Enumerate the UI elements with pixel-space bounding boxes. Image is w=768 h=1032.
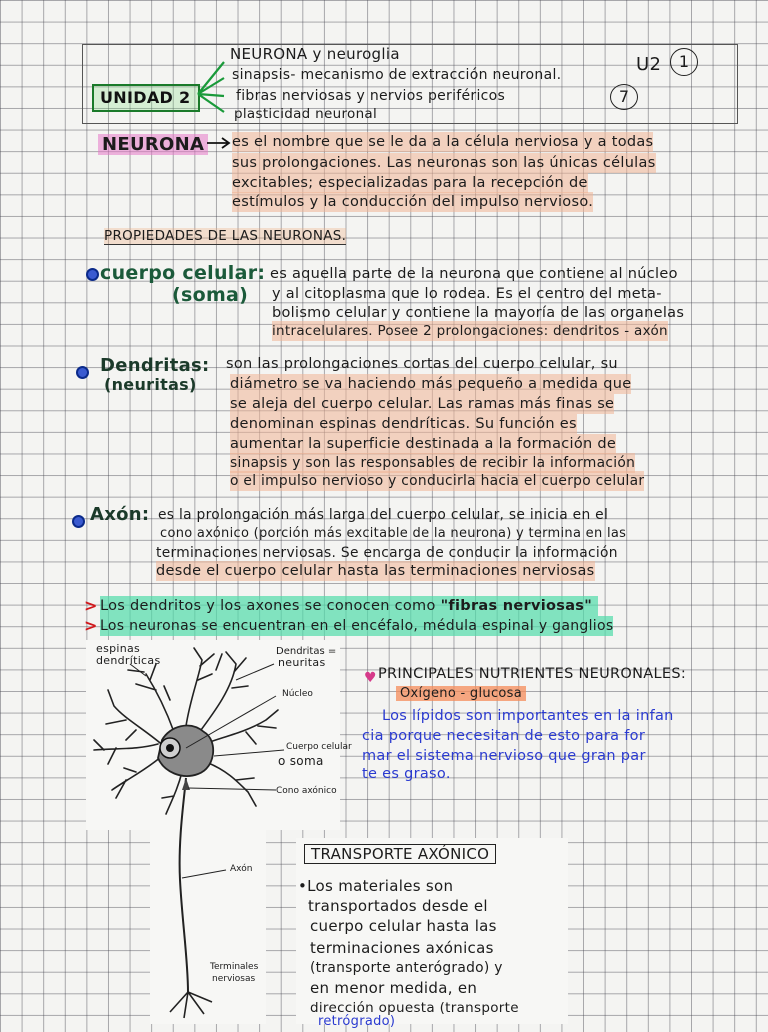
cuerpo-term: cuerpo celular: — [100, 262, 266, 284]
score-circle — [610, 84, 638, 110]
transporte-line-6: en menor medida, en — [310, 979, 478, 997]
topic-2: sinapsis- mecanismo de extracción neuronal. — [232, 67, 562, 83]
cuerpo-line-3: bolismo celular y contiene la mayoría de las organelas — [272, 305, 685, 321]
dendritas-line-5: aumentar la superficie destinada a la formación de — [230, 436, 617, 452]
unit-label-box — [92, 84, 200, 112]
dendritas-line-1: son las prolongaciones cortas del cuerpo celular, su — [226, 356, 618, 372]
highlight-1-emphasis: "fibras nerviosas" — [440, 598, 593, 614]
bullet-dot-icon — [72, 515, 85, 528]
dendritas-line-6: sinapsis y son las responsables de recibir la información — [230, 455, 636, 471]
label-nucleo: Núcleo — [282, 689, 313, 699]
cuerpo-line-2: y al citoplasma que lo rodea. Es el centro del meta- — [272, 286, 662, 302]
cuerpo-line-1: es aquella parte de la neurona que contiene al núcleo — [270, 266, 678, 282]
bullet-dot-icon — [86, 268, 99, 281]
label-cono: Cono axónico — [276, 786, 337, 796]
transporte-line-4: terminaciones axónicas — [310, 939, 494, 957]
neurona-line-4: estímulos y la conducción del impulso nervioso. — [232, 194, 594, 210]
bracket-arrows-icon — [196, 56, 228, 116]
label-axon: Axón — [230, 864, 253, 874]
unit-code: U2 — [636, 54, 662, 75]
neurona-line-1: es el nombre que se le da a la célula nerviosa y a todas — [232, 134, 654, 150]
nutrientes-line-3: mar el sistema nervioso que gran par — [362, 748, 646, 764]
unit-label: UNIDAD 2 — [100, 88, 191, 107]
transporte-line-8: retrógrado) — [318, 1014, 396, 1029]
transporte-title: TRANSPORTE AXÓNICO — [304, 844, 496, 864]
axon-term: Axón: — [90, 504, 150, 525]
dendritas-line-2: diámetro se va haciendo más pequeño a medida que — [230, 376, 632, 392]
axon-line-4: desde el cuerpo celular hasta las terminaciones nerviosas — [156, 563, 595, 579]
label-espinas: espinas — [96, 642, 141, 655]
topic-3: fibras nerviosas y nervios periféricos — [236, 88, 506, 104]
arrow-right-icon — [206, 136, 232, 150]
neurona-line-3: excitables; especializadas para la recepción de — [232, 175, 588, 191]
axon-line-1: es la prolongación más larga del cuerpo celular, se inicia en el — [158, 507, 609, 523]
dendritas-line-3: se aleja del cuerpo celular. Las ramas más finas se — [230, 396, 615, 412]
axon-line-3: terminaciones nerviosas. Se encarga de conducir la información — [156, 545, 618, 561]
neurona-title: NEURONA — [98, 134, 208, 155]
dendritas-line-7: o el impulso nervioso y conducirla hacia el cuerpo celular — [230, 473, 645, 489]
nutrientes-line-4: te es graso. — [362, 766, 451, 782]
label-dendriticas: dendríticas — [96, 654, 161, 667]
label-nerviosas: nerviosas — [212, 974, 256, 984]
bullet-dot-icon — [76, 366, 89, 379]
cuerpo-line-4: intracelulares. Posee 2 prolongaciones: dendritos - axón — [272, 323, 668, 339]
nutrientes-title: PRINCIPALES NUTRIENTES NEURONALES: — [378, 666, 687, 682]
cuerpo-subterm: (soma) — [172, 284, 249, 306]
heart-icon: ♥ — [364, 670, 377, 686]
neurona-line-2: sus prolongaciones. Las neuronas son las únicas células — [232, 155, 656, 171]
label-dendritas: Dendritas = — [276, 646, 337, 657]
highlight-1-prefix: Los dendritos y los axones se conocen como — [100, 598, 436, 614]
dendritas-subterm: (neuritas) — [104, 375, 197, 394]
transporte-line-3: cuerpo celular hasta las — [310, 917, 497, 935]
topic-1: NEURONA y neuroglia — [230, 45, 400, 63]
transporte-line-5: (transporte anterógrado) y — [310, 960, 503, 976]
highlight-line-2: Los neuronas se encuentran en el encéfalo, médula espinal y ganglios — [100, 618, 614, 634]
page-number-circle — [670, 48, 698, 76]
transporte-line-2: transportados desde el — [308, 897, 488, 915]
dendritas-term: Dendritas: — [100, 355, 210, 376]
nutrientes-line-1: Los lípidos son importantes en la infan — [382, 708, 674, 724]
axon-line-2: cono axónico (porción más excitable de la neurona) y termina en las — [160, 526, 627, 541]
highlight-line-1 — [100, 596, 598, 616]
red-arrow-icon: > — [84, 596, 98, 615]
page-number: 1 — [678, 52, 690, 71]
label-neuritas: neuritas — [278, 656, 326, 669]
label-cuerpo: Cuerpo celular — [286, 742, 352, 752]
topic-4: plasticidad neuronal — [234, 106, 378, 122]
propiedades-title: PROPIEDADES DE LAS NEURONAS. — [104, 228, 347, 244]
label-soma: o soma — [278, 754, 324, 768]
nutrientes-highlight: Oxígeno - glucosa — [396, 686, 526, 701]
red-arrow-icon: > — [84, 616, 98, 635]
label-terminales: Terminales — [210, 962, 259, 972]
score: 7 — [618, 87, 630, 106]
transporte-line-1: •Los materiales son — [298, 877, 454, 895]
transporte-line-7: dirección opuesta (transporte — [310, 1000, 519, 1016]
dendritas-line-4: denominan espinas dendríticas. Su función es — [230, 416, 577, 432]
nutrientes-line-2: cia porque necesitan de esto para for — [362, 728, 646, 744]
